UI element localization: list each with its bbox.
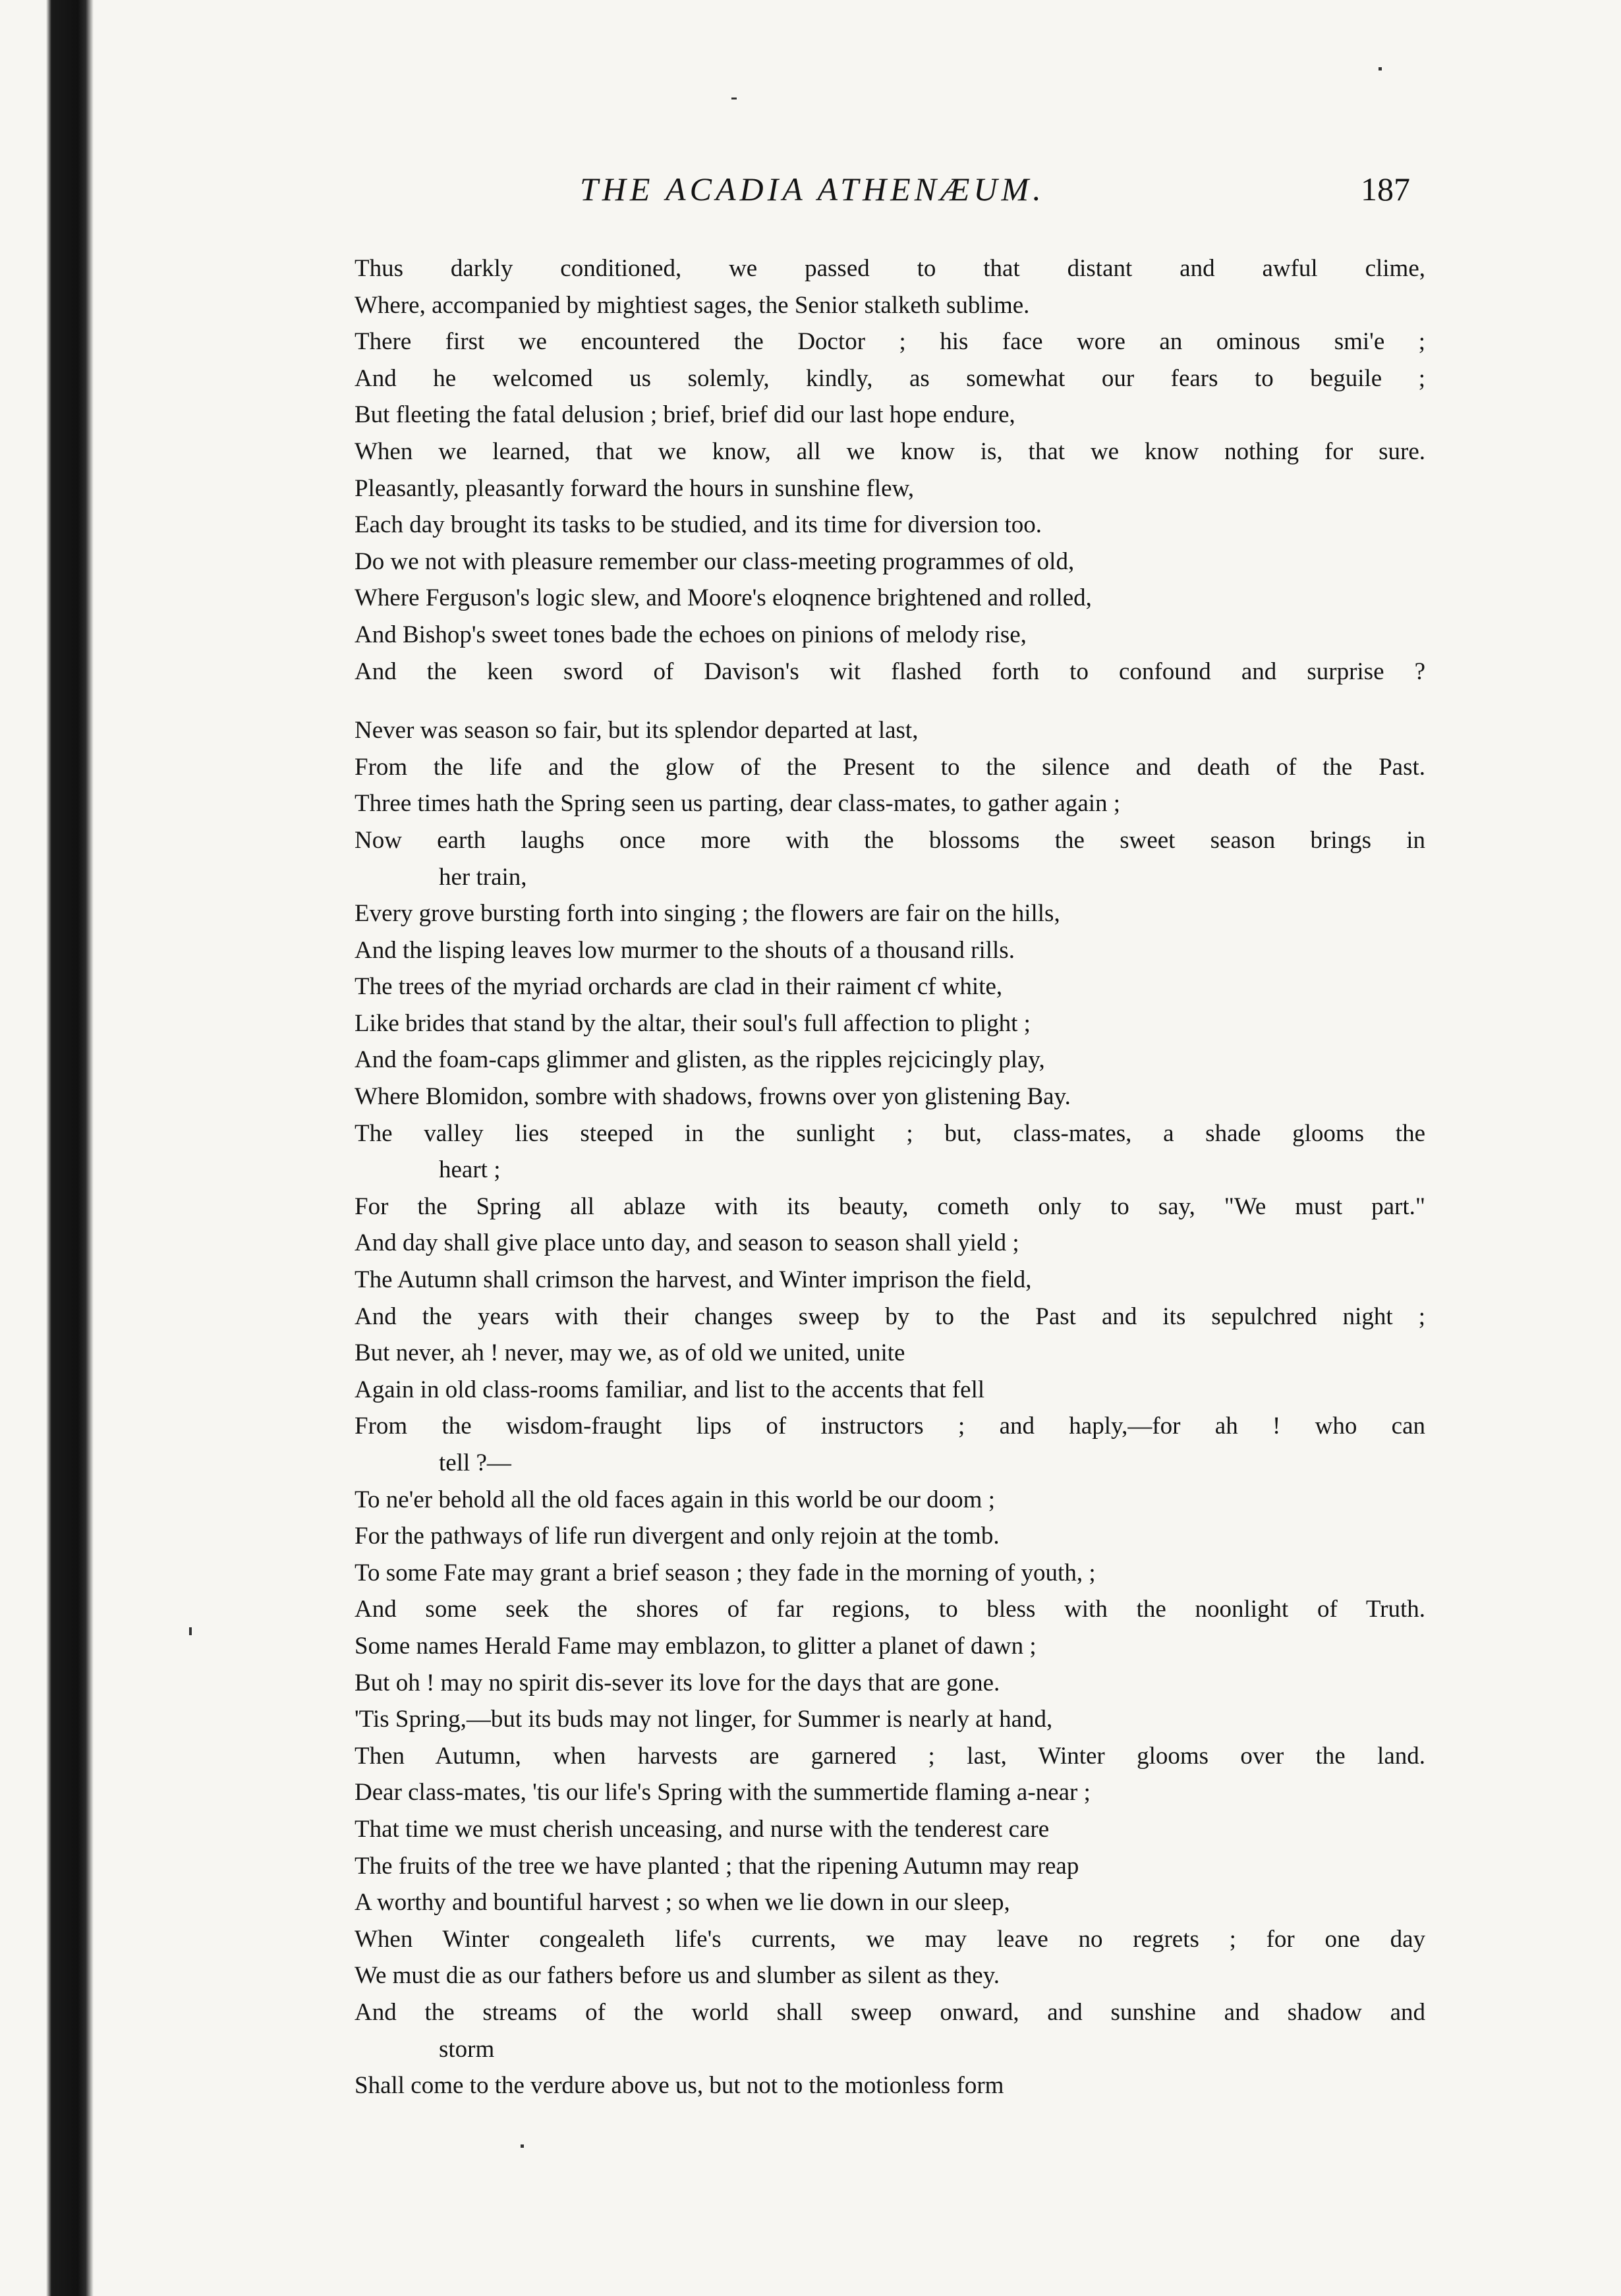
poem-line: Never was season so fair, but its splendor departed at last, [355,717,919,744]
stanza [355,250,1425,690]
print-speck [731,98,737,99]
poem-line: For the pathways of life run divergent and only rejoin at the tomb. [355,1523,1000,1550]
print-speck [189,1627,192,1635]
poem-line: When Winter congealeth life's currents, we may leave no regrets ; for one day [355,1925,1425,1953]
poem-line: Like brides that stand by the altar, their soul's full affection to plight ; [355,1009,1031,1037]
poem-line: 'Tis Spring,—but its buds may not linger, for Summer is nearly at hand, [355,1706,1053,1733]
poem-line: And the lisping leaves low murmer to the shouts of a thousand rills. [355,936,1015,964]
poem-line: There first we encountered the Doctor ; his face wore an ominous smi'e ; [355,328,1425,356]
poem-line: Each day brought its tasks to be studied, and its time for diversion too. [355,511,1042,539]
poem-line: storm [439,2035,495,2063]
poem-line: Pleasantly, pleasantly forward the hours in sunshine flew, [355,474,915,502]
poem-line: Shall come to the verdure above us, but not to the motionless form [355,2072,1004,2100]
page-number: 187 [1361,171,1410,208]
poem-line: But fleeting the fatal delusion ; brief, brief did our last hope endure, [355,401,1015,429]
poem-line: Some names Herald Fame may emblazon, to glitter a planet of dawn ; [355,1632,1037,1660]
poem-line: But oh ! may no spirit dis-sever its love for the days that are gone. [355,1669,1000,1696]
poem-line: The Autumn shall crimson the harvest, and Winter imprison the field, [355,1266,1032,1294]
running-title: THE ACADIA ATHENÆUM. [580,171,1045,208]
poem-line: We must die as our fathers before us and slumber as silent as they. [355,1962,1000,1990]
poem-line: Every grove bursting forth into singing ; the flowers are fair on the hills, [355,900,1060,928]
stanza [355,712,1425,2104]
poem-line: The valley lies steeped in the sunlight ; but, class-mates, a shade glooms the [355,1119,1425,1147]
poem-line: Where Blomidon, sombre with shadows, frowns over yon glistening Bay. [355,1083,1071,1111]
poem-line: Then Autumn, when harvests are garnered ; last, Winter glooms over the land. [355,1742,1425,1770]
poem-line: Do we not with pleasure remember our class-meeting programmes of old, [355,547,1075,575]
poem-line: And the streams of the world shall sweep onward, and sunshine and shadow and [355,1998,1425,2026]
poem-line: Thus darkly conditioned, we passed to that distant and awful clime, [355,255,1425,282]
poem-line: Where, accompanied by mightiest sages, the Senior stalketh sublime. [355,291,1030,319]
poem-line: Where Ferguson's logic slew, and Moore's eloqnence brightened and rolled, [355,584,1092,612]
poem-line: tell ?— [439,1449,511,1476]
poem-line: And he welcomed us solemly, kindly, as somewhat our fears to beguile ; [355,364,1425,392]
poem-line: Again in old class-rooms familiar, and list to the accents that fell [355,1376,985,1403]
poem-line: A worthy and bountiful harvest ; so when we lie down in our sleep, [355,1889,1010,1917]
page-header [580,170,1410,229]
poem-line: The fruits of the tree we have planted ; that the ripening Autumn may reap [355,1852,1079,1880]
poem-line: To ne'er behold all the old faces again in this world be our doom ; [355,1486,995,1513]
poem-line: Now earth laughs once more with the blossoms the sweet season brings in [355,826,1425,854]
poem-body [355,250,1425,2104]
print-speck [521,2144,524,2148]
poem-line: To some Fate may grant a brief season ; they fade in the morning of youth, ; [355,1559,1096,1586]
poem-line: heart ; [439,1156,501,1184]
poem-line: The trees of the myriad orchards are clad in their raiment cf white, [355,973,1003,1001]
poem-line: For the Spring all ablaze with its beauty, cometh only to say, "We must part." [355,1192,1425,1220]
poem-line: That time we must cherish unceasing, and nurse with the tenderest care [355,1815,1050,1843]
poem-line: And some seek the shores of far regions, to bless with the noonlight of Truth. [355,1596,1425,1623]
poem-line: From the life and the glow of the Present to the silence and death of the Past. [355,753,1425,781]
poem-line: Three times hath the Spring seen us parting, dear class-mates, to gather again ; [355,790,1121,818]
poem-line: And Bishop's sweet tones bade the echoes on pinions of melody rise, [355,621,1027,648]
poem-line: But never, ah ! never, may we, as of old we united, unite [355,1339,905,1367]
poem-line: And the keen sword of Davison's wit flashed forth to confound and surprise ? [355,658,1425,685]
poem-line: her train, [439,863,527,891]
poem-line: And day shall give place unto day, and season to season shall yield ; [355,1229,1019,1257]
poem-line: And the foam-caps glimmer and glisten, as the ripples rejcicingly play, [355,1046,1045,1074]
print-speck [1379,67,1382,70]
poem-line: From the wisdom-fraught lips of instructors ; and haply,—for ah ! who can [355,1413,1425,1440]
poem-line: And the years with their changes sweep by to the Past and its sepulchred night ; [355,1302,1425,1330]
poem-line: Dear class-mates, 'tis our life's Spring with the summertide flaming a-near ; [355,1779,1091,1806]
poem-line: When we learned, that we know, all we know is, that we know nothing for sure. [355,437,1425,465]
